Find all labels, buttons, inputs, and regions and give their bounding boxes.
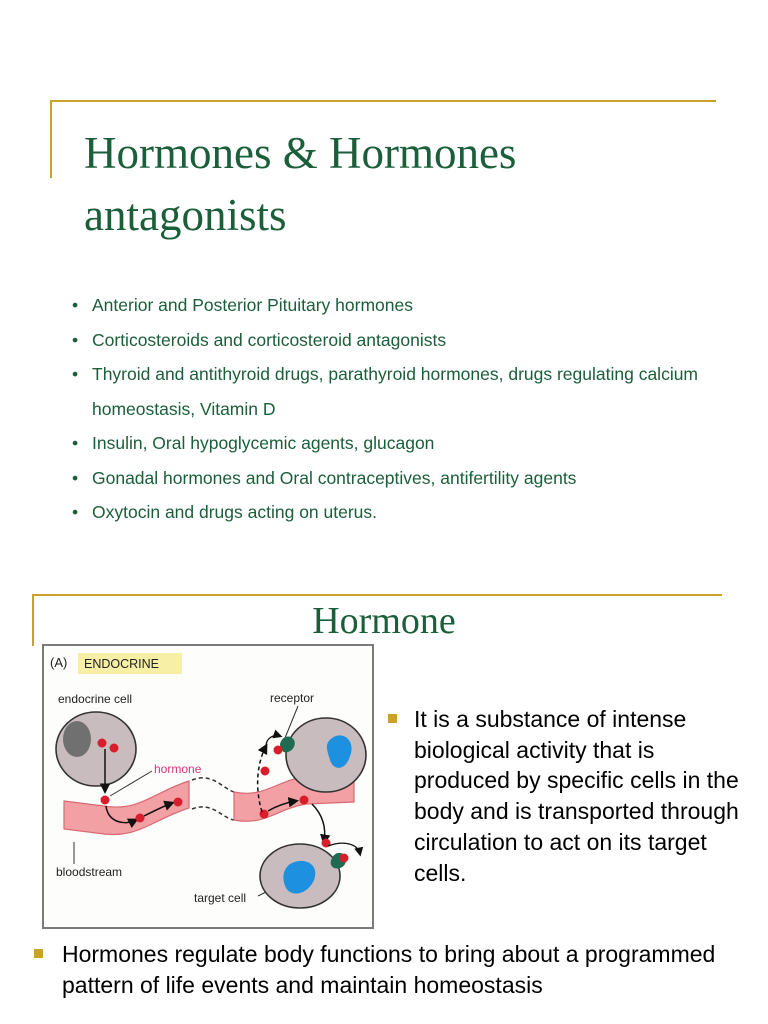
slide-top-rule <box>32 594 722 596</box>
hormone-dot <box>101 796 110 805</box>
bloodstream-gap-upper <box>192 778 234 792</box>
endocrine-tag: ENDOCRINE <box>84 657 160 671</box>
slide-left-rule <box>50 100 52 178</box>
hormone-dot <box>340 854 349 863</box>
endocrine-cell-label: endocrine cell <box>58 692 133 706</box>
hormone-dot <box>98 739 107 748</box>
hormone-definition: It is a substance of intense biological activity that is produced by specific cells in the body and is transported through circulation to act on its target cells. <box>414 706 739 886</box>
hormone-dot <box>260 810 269 819</box>
slide-title: Hormone <box>312 600 456 642</box>
target-cell-leader <box>258 892 266 896</box>
list-item: • Oxytocin and drugs acting on uterus. <box>72 495 712 530</box>
receptor-arrow <box>328 843 360 854</box>
bloodstream-gap-lower <box>192 807 234 820</box>
list-item: • Corticosteroids and corticosteroid antagonists <box>72 323 712 358</box>
hormone-dot <box>110 744 119 753</box>
hormone-dot <box>261 767 270 776</box>
hormone-dot <box>174 798 183 807</box>
flow-arrow <box>312 804 325 842</box>
slide-top-rule <box>50 100 716 102</box>
hormone-dot <box>136 814 145 823</box>
target-cell-upper <box>286 718 366 792</box>
bullet-square <box>34 949 43 958</box>
list-item: • Insulin, Oral hypoglycemic agents, glucagon <box>72 426 712 461</box>
endocrine-cell-nucleus <box>63 721 91 757</box>
endocrine-diagram <box>42 644 374 929</box>
receptor-arrow <box>266 735 280 746</box>
panel-letter: (A) <box>50 655 68 670</box>
hormone-dot <box>274 746 283 755</box>
hormone-dot <box>300 796 309 805</box>
list-item: • Anterior and Posterior Pituitary hormones <box>72 288 712 323</box>
list-item: • Thyroid and antithyroid drugs, parathyroid hormones, drugs regulating calcium homeostasis, Vitamin D <box>72 357 712 426</box>
bloodstream-band-left <box>64 781 189 835</box>
slide-hormone <box>0 575 768 1024</box>
slide-title: Hormones & Hormones antagonists <box>84 128 517 240</box>
bloodstream-label: bloodstream <box>56 865 123 879</box>
bullet-square <box>388 714 397 723</box>
hormone-function-note: Hormones regulate body functions to bring about a programmed pattern of life events and maintain homeostasis <box>62 941 716 998</box>
list-item: • Gonadal hormones and Oral contraceptives, antifertility agents <box>72 461 712 496</box>
topic-list <box>72 288 712 530</box>
hormone-label: hormone <box>154 762 202 776</box>
receptor-label: receptor <box>270 691 315 705</box>
target-cell-label: target cell <box>194 891 247 905</box>
